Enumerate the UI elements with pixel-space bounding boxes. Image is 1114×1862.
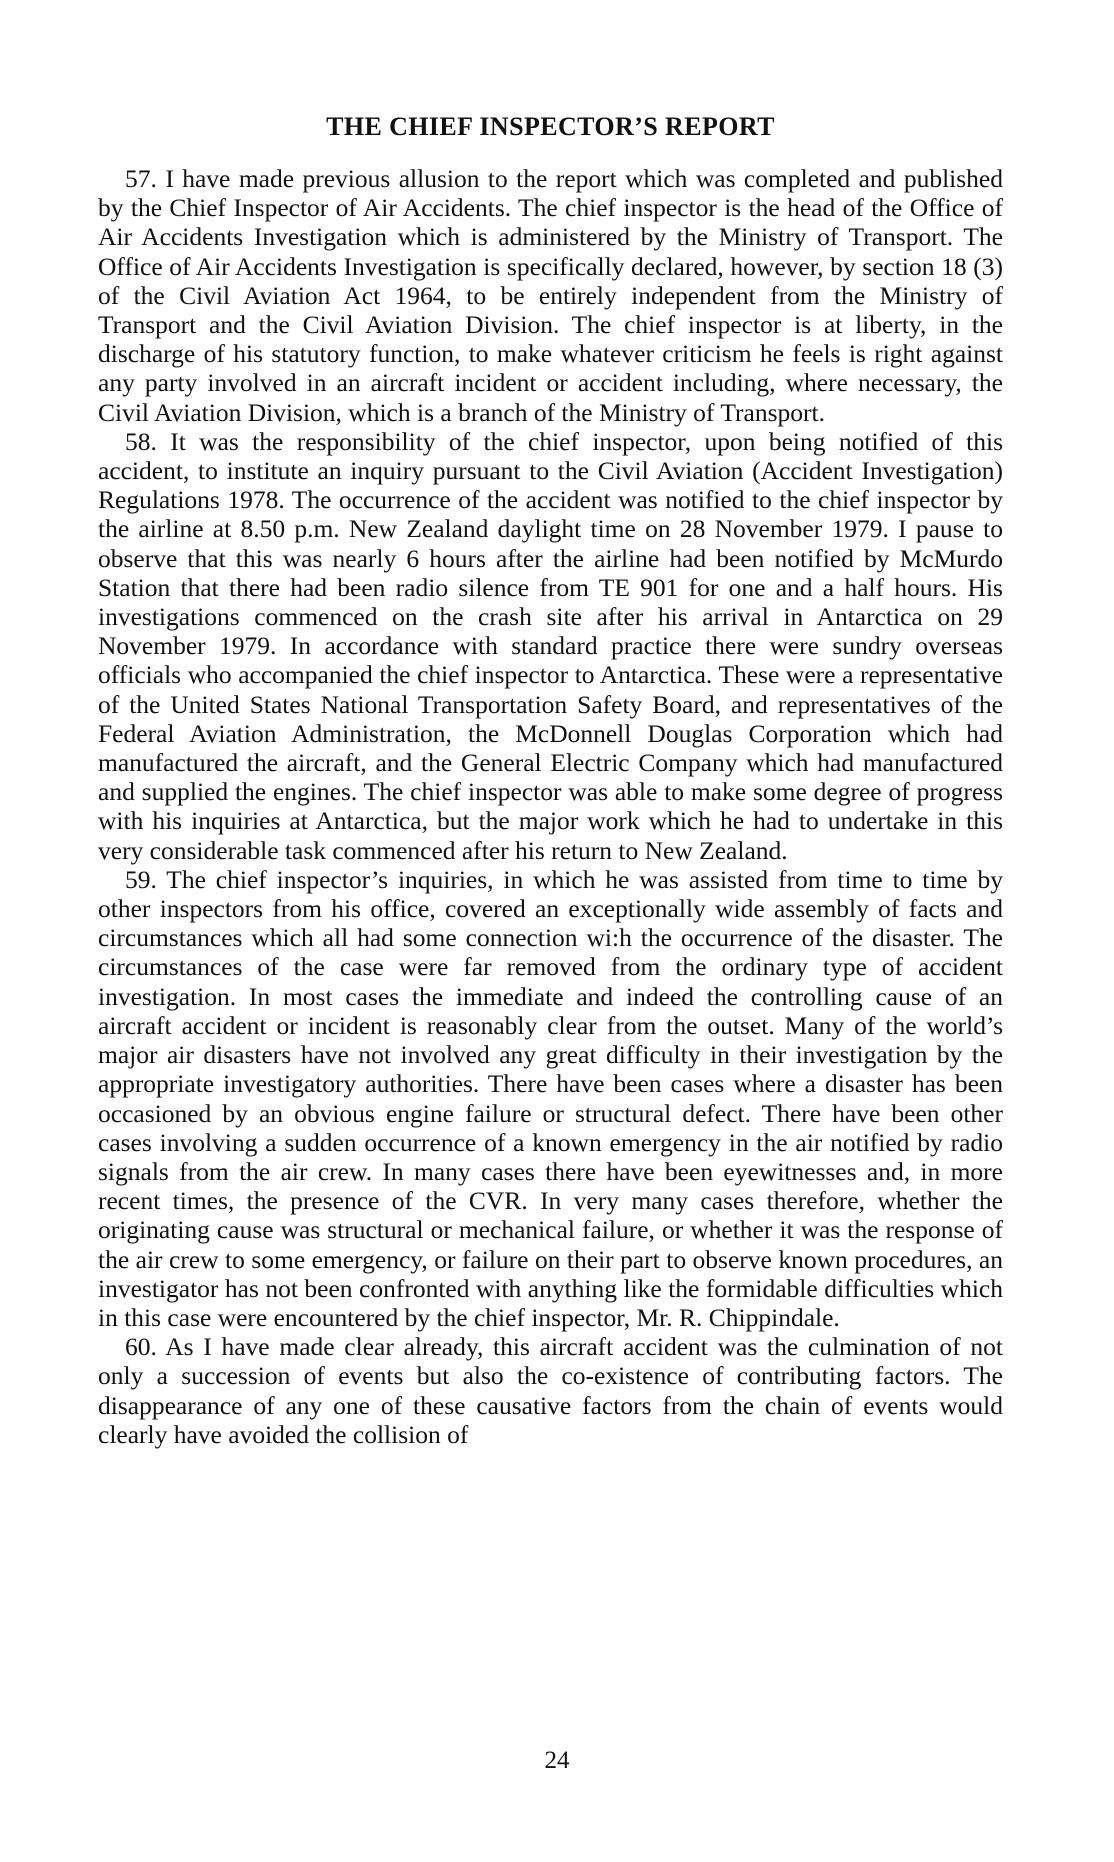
paragraph-number: 58. [125, 426, 157, 456]
paragraph-number: 57. [125, 164, 157, 193]
paragraph-text: The chief inspector’s inquiries, in which he was assisted from time to time by other inspectors from his office, covered an exceptionally wide assembly of facts and circumstances which all had some connection wi:h the occurrence of the disaster. The circumstances of the case were far removed from the ordinary type of accident investigation. In most cases the immediate and indeed the controlling cause of an aircraft accident or incident is reasonably clear from the outset. Many of the world’s major air disasters have not involved any great difficulty in their investigation by the appropriate investigatory authorities. There have been cases where a disaster has been occasioned by an obvious engine failure or structural defect. There have been other cases involving a sudden occurrence of a known emergency in the air notified by radio signals from the air crew. In many cases there have been eyewitnesses and, in more recent times, the presence of the CVR. In very many cases therefore, whether the originating cause was structural or mechanical failure, or whether it was the response of the air crew to some emergency, or failure on their part to observe known procedures, an investigator has not been confronted with anything like the formidable difficulties which in this case were encountered by the chief inspector, Mr. R. Chippindale. [98, 864, 1003, 1332]
paragraph-text: As I have made clear already, this aircraft accident was the culmination of not only a succession of events but also the co-existence of contributing factors. The disappearance of any one of these causative factors from the chain of events would clearly have avoided the collision of [98, 1332, 1003, 1449]
paragraph-text: It was the responsibility of the chief inspector, upon being notified of this accident, to institute an inquiry pursuant to the Civil Aviation (Accident Investigation) Regulations 1978. The occurrence of the accident was notified to the chief inspector by the airline at 8.50 p.m. New Zealand daylight time on 28 November 1979. I pause to observe that this was nearly 6 hours after the airline had been notified by McMurdo Station that there had been radio silence from TE 901 for one and a half hours. His investigations commenced on the crash site after his arrival in Antarctica on 29 November 1979. In accordance with standard practice there were sundry overseas officials who accompanied the chief inspector to Antarctica. These were a representative of the United States National Transportation Safety Board, and representatives of the Federal Aviation Administration, the McDonnell Douglas Corporation which had manufactured the aircraft, and the General Electric Company which had manufactured and supplied the engines. The chief inspector was able to make some degree of progress with his inquiries at Antarctica, but the major work which he had to undertake in this very considerable task commenced after his return to New Zealand. [98, 426, 1003, 865]
paragraph-57 [98, 164, 1003, 427]
page-number: 24 [544, 1747, 570, 1774]
paragraph-number: 60. [125, 1332, 157, 1362]
paragraph-59 [98, 865, 1003, 1332]
paragraph-text: I have made previous allusion to the report which was completed and published by the Chief Inspector of Air Accidents. The chief inspector is the head of the Office of Air Accidents Investigation which is administered by the Ministry of Transport. The Office of Air Accidents Investigation is specifically declared, however, by section 18 (3) of the Civil Aviation Act 1964, to be entirely independent from the Ministry of Transport and the Civil Aviation Division. The chief inspector is at liberty, in the discharge of his statutory function, to make whatever criticism he feels is right against any party involved in an aircraft incident or accident including, where necessary, the Civil Aviation Division, which is a branch of the Ministry of Transport. [98, 164, 1003, 427]
paragraph-60 [98, 1332, 1003, 1449]
paragraph-58 [98, 427, 1003, 865]
section-title: THE CHIEF INSPECTOR’S REPORT [326, 112, 775, 141]
report-page [98, 112, 1003, 1449]
paragraph-number: 59. [125, 864, 157, 894]
